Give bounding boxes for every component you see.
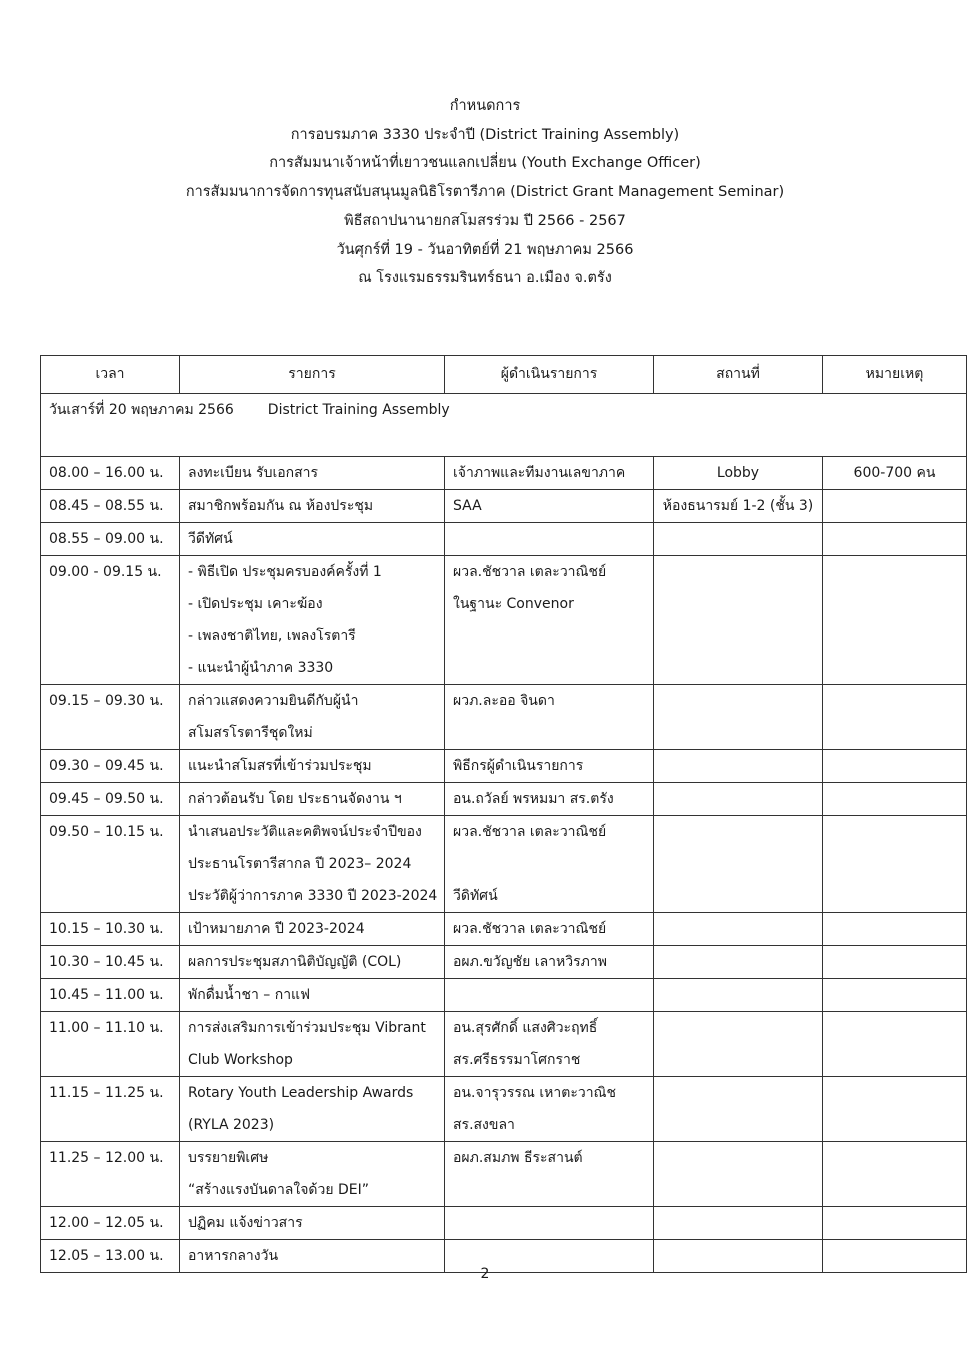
table-row: [41, 913, 967, 946]
item-line: วีดีทัศน์: [188, 531, 233, 547]
item-cell: [180, 457, 445, 490]
place-cell: [654, 913, 823, 946]
note-cell: [823, 750, 967, 783]
place-cell: Lobby: [654, 457, 823, 490]
header-line: การสัมมนาการจัดการทุนสนับสนุนมูลนิธิโรตารีภาค (District Grant Management Seminar): [185, 184, 785, 201]
day-date: วันเสาร์ที่ 20 พฤษภาคม 2566: [49, 402, 234, 418]
time-cell: 09.30 – 09.45 น.: [41, 750, 180, 783]
header-title: กำหนดการ: [449, 98, 521, 114]
item-line: การส่งเสริมการเข้าร่วมประชุม Vibrant: [188, 1020, 426, 1036]
header-venue: ณ โรงแรมธรรมรินทร์ธนา อ.เมือง จ.ตรัง: [358, 270, 612, 287]
place-cell: [654, 1142, 823, 1207]
host-cell: [445, 979, 654, 1012]
day-cell: [41, 394, 967, 457]
item-cell: [180, 1012, 445, 1077]
host-line: อน.สุรศักดิ์ แสงศิวะฤทธิ์: [453, 1020, 598, 1036]
host-line: ผวล.ชัชวาล เตละวาณิชย์: [453, 564, 607, 580]
host-cell: [445, 523, 654, 556]
header-date: วันศุกร์ที่ 19 - วันอาทิตย์ที่ 21 พฤษภาคม 2566: [336, 241, 634, 258]
time-cell: 11.25 – 12.00 น.: [41, 1142, 180, 1207]
host-line: อน.จารุวรรณ เหาตะวาณิช: [453, 1085, 617, 1101]
host-line: SAA: [453, 498, 482, 514]
note-cell: [823, 1142, 967, 1207]
note-cell: [823, 1207, 967, 1240]
host-cell: [445, 556, 654, 685]
time-cell: 10.15 – 10.30 น.: [41, 913, 180, 946]
day-row: [41, 394, 967, 457]
item-cell: [180, 1077, 445, 1142]
host-cell: [445, 913, 654, 946]
header-line: การอบรมภาค 3330 ประจำปี (District Training Assembly): [290, 126, 680, 143]
host-line: วีดิทัศน์: [453, 888, 498, 904]
host-cell: [445, 783, 654, 816]
time-cell: 12.05 – 13.00 น.: [41, 1240, 180, 1273]
note-cell: [823, 946, 967, 979]
host-line: อผภ.ขวัญชัย เลาหวิรภาพ: [453, 954, 607, 970]
place-cell: [654, 523, 823, 556]
page-number: 2: [480, 1266, 490, 1282]
table-row: [41, 1077, 967, 1142]
host-line: อผภ.สมภพ ธีระสานต์: [453, 1150, 583, 1166]
host-line: [453, 1207, 645, 1239]
day-title: District Training Assembly: [267, 402, 450, 418]
table-row: [41, 783, 967, 816]
host-line: สร.สงขลา: [453, 1117, 515, 1133]
table-row: [41, 556, 967, 685]
host-line: สร.ศรีธรรมาโศกราช: [453, 1052, 581, 1068]
host-line: [453, 979, 645, 1011]
place-cell: [654, 1012, 823, 1077]
col-header-time: เวลา: [41, 356, 180, 394]
header-line: พิธีสถาปนานายกสโมสรร่วม ปี 2566 - 2567: [344, 212, 626, 229]
note-cell: [823, 979, 967, 1012]
host-cell: [445, 685, 654, 750]
table-row: [41, 685, 967, 750]
host-line: [453, 523, 645, 555]
item-cell: [180, 685, 445, 750]
time-cell: 11.15 – 11.25 น.: [41, 1077, 180, 1142]
time-cell: 12.00 – 12.05 น.: [41, 1207, 180, 1240]
item-line: แนะนำสโมสรที่เข้าร่วมประชุม: [188, 758, 372, 774]
host-line: เจ้าภาพและทีมงานเลขาภาค: [453, 465, 626, 481]
item-line: อาหารกลางวัน: [188, 1248, 279, 1264]
item-line: “สร้างแรงบันดาลใจด้วย DEI”: [188, 1182, 370, 1198]
host-cell: [445, 457, 654, 490]
host-cell: [445, 816, 654, 913]
item-cell: [180, 946, 445, 979]
schedule-body: [41, 394, 967, 1273]
place-cell: [654, 946, 823, 979]
time-cell: 08.00 – 16.00 น.: [41, 457, 180, 490]
item-line: - เปิดประชุม เคาะฆ้อง: [188, 596, 323, 612]
host-line: อน.ถวัลย์ พรหมมา สร.ตรัง: [453, 791, 614, 807]
item-line: พักดื่มน้ำชา – กาแฟ: [188, 987, 310, 1003]
header-line: การสัมมนาเจ้าหน้าที่เยาวชนแลกเปลี่ยน (Youth Exchange Officer): [269, 155, 701, 172]
item-cell: [180, 913, 445, 946]
place-cell: [654, 750, 823, 783]
note-cell: [823, 523, 967, 556]
item-line: กล่าวแสดงความยินดีกับผู้นำ: [188, 693, 359, 709]
item-line: ประวัติผู้ว่าการภาค 3330 ปี 2023-2024: [188, 888, 438, 904]
place-cell: [654, 979, 823, 1012]
note-cell: [823, 1077, 967, 1142]
place-cell: [654, 1207, 823, 1240]
item-cell: [180, 1207, 445, 1240]
time-cell: 09.00 - 09.15 น.: [41, 556, 180, 685]
time-cell: 09.45 – 09.50 น.: [41, 783, 180, 816]
table-row: [41, 946, 967, 979]
item-line: สมาชิกพร้อมกัน ณ ห้องประชุม: [188, 498, 374, 514]
host-line: ในฐานะ Convenor: [453, 596, 574, 612]
host-cell: [445, 1142, 654, 1207]
host-cell: [445, 1077, 654, 1142]
host-cell: [445, 1207, 654, 1240]
place-cell: [654, 556, 823, 685]
table-row: [41, 750, 967, 783]
time-cell: 10.45 – 11.00 น.: [41, 979, 180, 1012]
time-cell: 09.50 – 10.15 น.: [41, 816, 180, 913]
item-line: - แนะนำผู้นำภาค 3330: [188, 660, 334, 676]
host-line: ผวล.ชัชวาล เตละวาณิชย์: [453, 921, 607, 937]
item-cell: [180, 523, 445, 556]
host-line: ผวล.ชัชวาล เตละวาณิชย์: [453, 824, 607, 840]
item-line: Rotary Youth Leadership Awards: [188, 1085, 414, 1101]
item-line: นำเสนอประวัติและคติพจน์ประจำปีของ: [188, 824, 422, 840]
place-cell: [654, 685, 823, 750]
table-row: [41, 979, 967, 1012]
note-cell: [823, 490, 967, 523]
host-cell: [445, 490, 654, 523]
host-cell: [445, 1012, 654, 1077]
table-row: [41, 457, 967, 490]
table-header-row: [41, 356, 967, 394]
item-line: สโมสรโรตารีชุดใหม่: [188, 725, 313, 741]
item-cell: [180, 783, 445, 816]
item-line: กล่าวต้อนรับ โดย ประธานจัดงาน ฯ: [188, 791, 402, 807]
note-cell: [823, 783, 967, 816]
item-line: ปฏิคม แจ้งข่าวสาร: [188, 1215, 303, 1231]
item-cell: [180, 750, 445, 783]
time-cell: 08.55 – 09.00 น.: [41, 523, 180, 556]
item-cell: [180, 490, 445, 523]
item-line: เป้าหมายภาค ปี 2023-2024: [188, 921, 365, 937]
host-line: ผวภ.ละออ จินดา: [453, 693, 555, 709]
time-cell: 10.30 – 10.45 น.: [41, 946, 180, 979]
table-row: [41, 1012, 967, 1077]
item-line: Club Workshop: [188, 1052, 293, 1068]
note-cell: [823, 685, 967, 750]
item-line: - พิธีเปิด ประชุมครบองค์ครั้งที่ 1: [188, 564, 382, 580]
item-line: บรรยายพิเศษ: [188, 1150, 269, 1166]
table-row: [41, 523, 967, 556]
item-line: ประธานโรตารีสากล ปี 2023– 2024: [188, 856, 412, 872]
host-cell: [445, 750, 654, 783]
time-cell: 08.45 – 08.55 น.: [41, 490, 180, 523]
host-cell: [445, 946, 654, 979]
col-header-note: หมายเหตุ: [823, 356, 967, 394]
place-cell: ห้องธนารมย์ 1-2 (ชั้น 3): [654, 490, 823, 523]
note-cell: [823, 816, 967, 913]
col-header-item: รายการ: [180, 356, 445, 394]
item-cell: [180, 556, 445, 685]
item-cell: [180, 816, 445, 913]
item-line: ลงทะเบียน รับเอกสาร: [188, 465, 319, 481]
item-line: ผลการประชุมสภานิติบัญญัติ (COL): [188, 954, 402, 970]
schedule-table: [40, 355, 967, 1273]
table-row: [41, 490, 967, 523]
note-cell: [823, 1012, 967, 1077]
note-cell: 600-700 คน: [823, 457, 967, 490]
note-cell: [823, 913, 967, 946]
place-cell: [654, 1077, 823, 1142]
col-header-host: ผู้ดำเนินรายการ: [445, 356, 654, 394]
host-line: [453, 848, 645, 880]
item-line: (RYLA 2023): [188, 1117, 275, 1133]
item-line: - เพลงชาติไทย, เพลงโรตารี: [188, 628, 356, 644]
document-header: [0, 92, 970, 293]
col-header-place: สถานที่: [654, 356, 823, 394]
time-cell: 11.00 – 11.10 น.: [41, 1012, 180, 1077]
time-cell: 09.15 – 09.30 น.: [41, 685, 180, 750]
item-cell: [180, 1142, 445, 1207]
item-cell: [180, 979, 445, 1012]
note-cell: [823, 556, 967, 685]
host-line: พิธีกรผู้ดำเนินรายการ: [453, 758, 584, 774]
table-row: [41, 1142, 967, 1207]
place-cell: [654, 783, 823, 816]
table-row: [41, 816, 967, 913]
place-cell: [654, 816, 823, 913]
table-row: [41, 1207, 967, 1240]
